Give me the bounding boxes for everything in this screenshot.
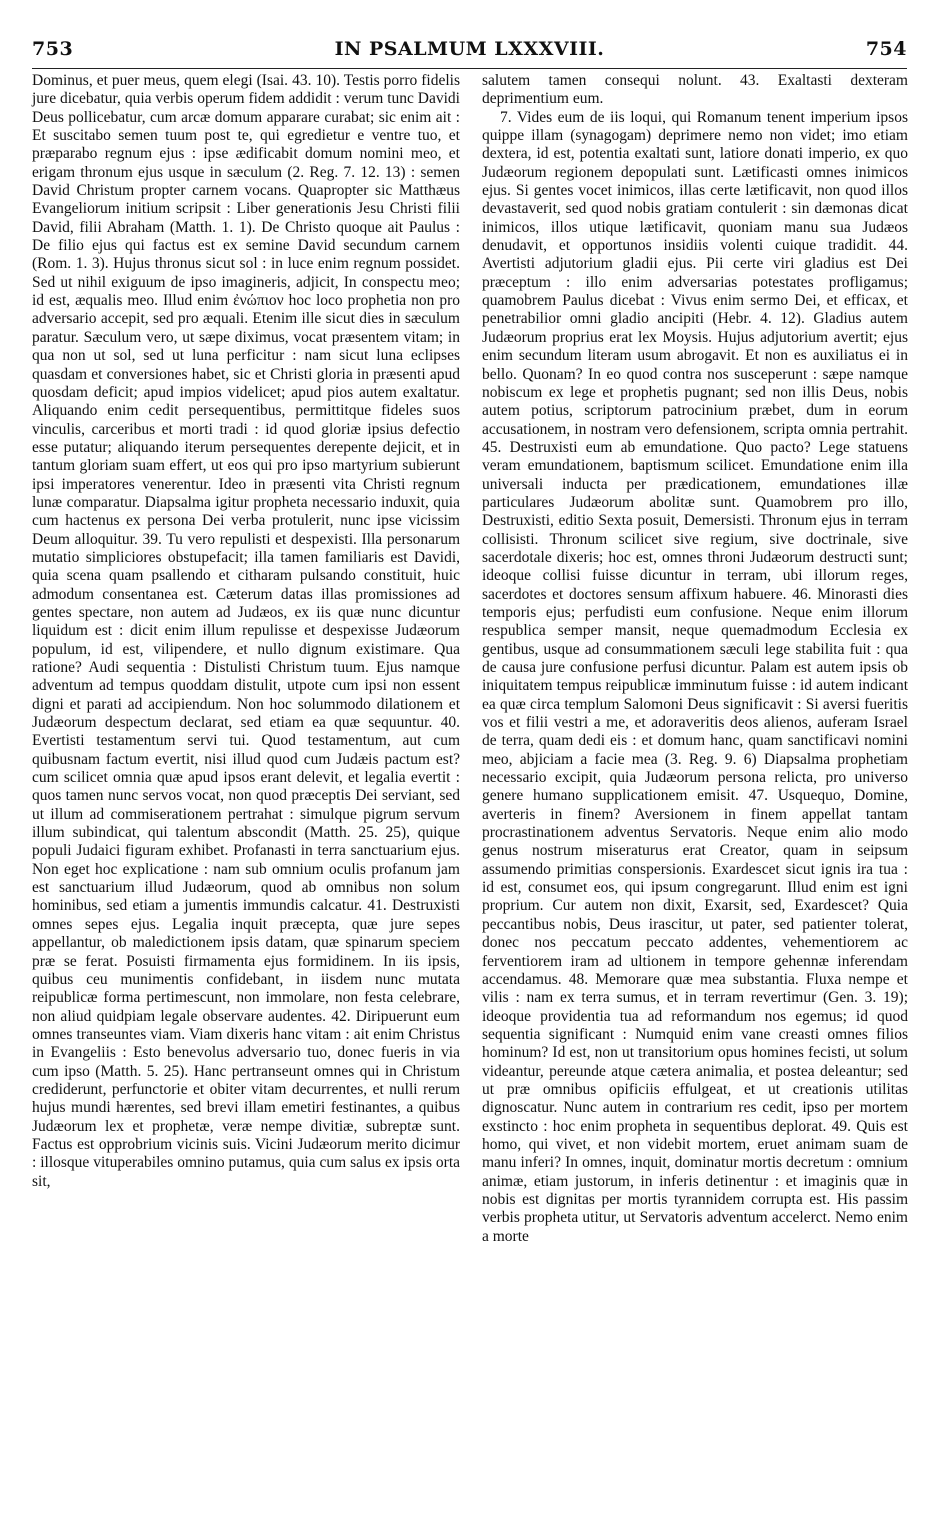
right-column-text: 7. Vides eum de iis loqui, qui Romanum tenent imperium ipsos quippe illam (synagogam) deprimere nemo non videt; imo etiam dextera, id est, potentia exaltati sunt, latiore donati imperio, ex quo Judæorum regionem depopulati sunt. Lætificasti omnes inimicos ejus. Si gentes vocet inimicos, illas certe lætificavit, non quod illos devastaverit, sed quod nobis gratiam contulerit : sin dæmonas dicat inimicos, illos utique lætificavit, quoniam manu sua Judæos denudavit, et opportunos insidiis volenti cuique tradidit. 44. Avertisti adjutorium gladii ejus. Pii certe viri gladius est Dei præceptum : illo enim adversarias potestates profligamus; quamobrem Paulus dicebat : Vivus enim sermo Dei, et efficax, et penetrabilior omni gladio ancipiti (Hebr. 4. 12). Gladius autem Judæorum proprius erat lex Moysis. Hujus adjutorium avertit; ejus enim secundum literam usum abrogavit. Et non es auxiliatus ei in bello. Quonam? In eo quod contra nos susceperunt : sæpe namque nobiscum ex lege et prophetis pugnant; sed non illis Deus, nobis autem potius, scriptorum patrocinium præbet, dum in eorum accusationem, in nostram vero defensionem, scripta omnia pertrahit. 45. Destruxisti eum ab emundatione. Quo pacto? Lege statuens veram emundationem, baptismum scilicet. Emundatione enim illa universali inducta per prædicationem, emundationes illæ particulares Judæorum abolitæ sunt. Quamobrem pro illo, Destruxisti, editio Sexta posuit, Demersisti. Thronum ejus in terram collisisti. Thronum scilicet sive regium, sive doctrinale, sive sacerdotale dixeris; hoc est, omnes throni Judæorum destructi sunt; ideoque collisi fuisse dicuntur in terram, ubi illorum reges, sacerdotes et doctores sensum affixum habuere. 46. Minorasti dies temporis ejus; perfudisti eum confusione. Neque enim illorum respublica semper mansit, neque quemadmodum Ecclesia ex gentibus, usque ad consummationem sæculi lege stabilita fuit : qua de causa jure confusione perfusi dicuntur. Palam est autem ipsis ob iniquitatem tempus reipublicæ imminutum fuisse : id autem indicant ea quæ circa templum Salomoni Deus significavit : Si aversi fueritis vos et filii vestri a me, et adoraveritis deos alienos, auferam Israel de terra, quam dedi eis : et domum hanc, quam sanctificavi nomini meo, abjiciam a facie mea (3. Reg. 9. 6) Diapsalma prophetiam necessario excipit, quia Judæorum persona relicta, pro universo genere humano supplicationem emisit. 47. Usquequo, Domine, averteris in finem? Aversionem in finem appellat tantam procrastinationem adventus Servatoris. Neque enim alio modo genus nostrum miseraturus erat Creator, quam in seipsum assumendo primitias conspersionis. Exardescet sicut ignis ira tua : id est, consumet eos, qui ipsum congregarunt. Illud enim est igni proprium. Cur autem non dixit, Exarsit, sed, Exardescet? Quia peccantibus nobis, Deus irascitur, ut pater, sed patienter tolerat, donec nos peccatum peccato addentes, vehementiorem ac ferventiorem iram ad ultionem in tempore gehennæ inferendam accendamus. 48. Memorare quæ mea substantia. Fluxa nempe et vilis : nam ex terra sumus, et in terram revertimur (Gen. 3. 19); ideoque providentia tua ad reformandum nos egemus; id quod sequentia significant : Numquid enim vane creasti omnes filios hominum? Id est, non ut transitorium opus homines fecisti, ut solum videantur, pereunde atque cætera animalia, et postea deleantur; sed ut præ omnibus opificiis effulgeat, et ut creationis utilitas dignoscatur. Nunc autem in contrarium res cedit, ipso per mortem exstincto : hoc enim propheta in sequentibus deplorat. 49. Quis est homo, qui vivet, et non videbit mortem, eruet animam suam de manu inferi? In omnes, inquit, dominatur mortis decretum : omnium animæ, etiam justorum, in inferis detinentur : et imaginis quæ in nobis est dignitas per mortis tyrannidem corrupta est. His passim verbis propheta utitur, ut Servatoris adventum accelerct. Nemo enim a morte (482, 108, 908, 1245)
page-number-right: 754 (865, 38, 907, 60)
left-column-text: Dominus, et puer meus, quem elegi (Isai. 43. 10). Testis porro fidelis jure dicebatur, quia verbis operum fidem addidit : verum tunc Davidi Deus pollicebatur, cum arcæ domum apparare curabat; sic enim ait : Et suscitabo semen tuum post te, qui egredietur e ventre tuo, et præparabo regnum ejus : ipse ædificabit domum nomini meo, et erigam thronum ejus usque in sæculum (2. Reg. 7. 12. 13) : semen David Christum propter carnem vocans. Quapropter sic Matthæus Evangeliorum initium scripsit : Liber generationis Jesu Christi filii David, filii Abraham (Matth. 1. 1). De Christo quoque ait Paulus : De filio ejus qui factus est ex semine David secundum carnem (Rom. 1. 3). Hujus thronus sicut sol : in luce enim regnum possidet. Sed ut nihil exiguum de ipso imagineris, adjicit, In conspectu meo; id est, æqualis meo. Illud enim ἐνώπιον hoc loco prophetia non pro adversario accepit, sed pro æquali. Etenim ille sicut dies in sæculum paratur. Sæculum vero, ut sæpe diximus, vocat præsentem vitam; in qua non ut sol, sed ut luna perficitur : nam sicut luna eclipses quasdam et conversiones habet, sic et Christi gloria in præsenti apud quosdam deficit; apud impios videlicet; apud pios autem exaltatur. Aliquando enim cedit persequentibus, permittitque fideles suos vinculis, carceribus et morti tradi : id quod gloriæ ipsius defectio esse putatur; aliquando iterum persequentes derepente dejicit, et in tantum gloriam suam effert, ut eos qui pro ipso martyrium subierunt ipsi imperatores venerentur. Ideo in præsenti vita Christi regnum lunæ comparatur. Diapsalma igitur propheta necessario induxit, quia cum hactenus ex persona Dei verba protulerit, nunc ipse vicissim Deum alloquitur. 39. Tu vero repulisti et despexisti. Illa personarum mutatio simpliciores obstupefacit; illa tamen familiaris est Davidi, quia scena quam psallendo et citharam pulsando constituit, huic admodum consentanea est. Cæterum datas illas promissiones ad gentes spectare, non autem ad Judæos, ex iis quæ nunc dicuntur liquidum est : dicit enim illum repulisse et despexisse Judæorum populum, id est, vilipendere, et nullo dignum existimare. Qua ratione? Audi sequentia : Distulisti Christum tuum. Ejus namque adventum ad tempus quoddam distulit, utpote cum ipsi non essent digni et parati ad accipiendum. Non hoc solummodo dilationem et Judæorum despectum declarat, sed etiam ea quæ sequuntur. 40. Evertisti testamentum servi tui. Quod testamentum, aut cum quibusnam factum evertit, nisi illud quod cum Judæis pactum est? cum scilicet omnia quæ apud ipsos erant delevit, et legalia evertit : quos tamen nunc servos vocat, non quod præceptis Dei serviant, sed ut illum ad commiserationem pertrahat : simulque pigrum servum illum subindicat, qui talentum abscondit (Matth. 25. 25), quique populi Judaici figuram exhibet. Profanasti in terra sanctuarium ejus. Non eget hoc explicatione : nam sub omnium oculis profanum jam est sanctuarium illud Judæorum, quod ab omnibus non solum hominibus, sed etiam a jumentis immundis calcatur. 41. Destruxisti omnes sepes ejus. Legalia inquit præcepta, quæ jure sepes appellantur, ob maledictionem ipsis datam, quæ spinarum speciem præ se ferat. Posuisti firmamenta ejus formidinem. In iis ipsis, quibus ceu munimentis confidebant, in iisdem nunc mutata reipublicæ forma pertimescunt, non immolare, non festa celebrare, non aliud quidpiam legale observare audentes. 42. Diripuerunt eum omnes transeuntes viam. Viam dixeris hanc vitam : ait enim Christus in Evangeliis : Esto benevolus adversario tuo, donec fueris in via cum ipso (Matth. 5. 25). Hanc pertranseunt omnes qui in Christum crediderunt, perfunctorie et obiter vitam decurrentes, et nulli rerum hujus mundi hærentes, sed brevi illam emetiri festinantes, a quibus Judæorum lex et prophetæ, veræ nempe divitiæ, subreptæ sunt. Factus est opprobrium vicinis suis. Vicini Judæorum merito dicimur : illosque vituperabiles omnino putamus, quia cum salus ex ipsis orta sit, (32, 72, 460, 1190)
running-title: IN PSALMUM LXXXVIII. (334, 38, 605, 60)
page-number-left: 753 (32, 38, 74, 60)
right-column (482, 72, 908, 1246)
left-column (32, 72, 460, 1191)
running-header (32, 38, 907, 69)
right-column-head: salutem tamen consequi nolunt. 43. Exaltasti dexteram deprimentium eum. (482, 72, 908, 108)
